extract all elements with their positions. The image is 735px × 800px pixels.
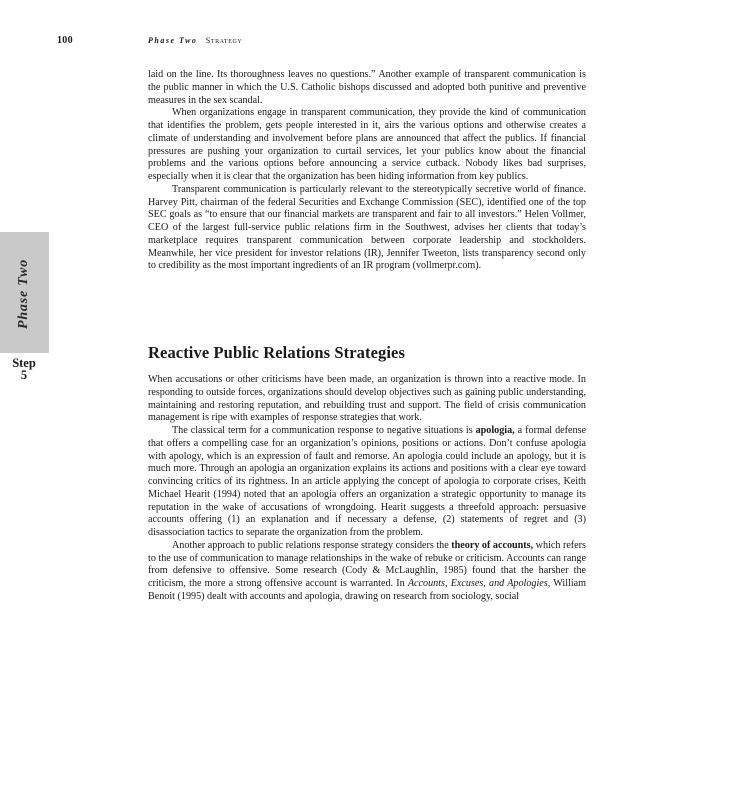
text-run: William Benoit (1995) dealt with accounts and apologia, drawing on research from sociology, social [148,578,586,602]
body-section-transparent-communication [148,69,586,273]
step-number: 5 [20,368,28,382]
running-head-phase: Phase Two [148,36,198,45]
text-run: The classical term for a communication response to negative situations is [172,425,476,436]
paragraph: Transparent communication is particularly relevant to the stereotypically secretive world of finance. Harvey Pitt, chairman of the federal Securities and Exchange Commission (SEC), identified one of the top SEC goals as “to ensure that our financial markets are transparent and fair to all investors.” Helen Vollmer, CEO of the largest full-service public relations firm in the Southwest, advises her clients that today’s marketplace requires transparent communication between corporate leadership and stockholders. Meanwhile, her vice president for investor relations (IR), Jennifer Tweeton, lists transparency second only to credibility as the most important ingredients of an IR program (vollmerpr.com). [148,183,586,272]
paragraph: When organizations engage in transparent communication, they provide the kind of communication that identifies the problem, gets people interested in it, airs the various options and otherwise creates a climate of understanding and involvement before plans are announced that affect the publics. If financial pressures are pushing your organization to curtail services, let your publics know about the financial problems and the various options before announcing a service cutback. Nobody likes bad surprises, especially when it is clear that the organization has been hiding information from key publics. [148,107,586,182]
book-title: Accounts, Excuses, and Apologies, [407,578,551,589]
running-head [148,36,242,45]
page-number: 100 [57,35,73,46]
key-term-apologia: apologia, [475,425,515,436]
text-run: Another approach to public relations response strategy considers the [172,539,452,551]
section-heading: Reactive Public Relations Strategies [148,343,406,362]
paragraph [148,540,586,604]
paragraph: laid on the line. Its thoroughness leaves no questions.” Another example of transparent communication is the public manner in which the U.S. Catholic bishops discussed and adopted both punitive and preventive measures in the sex scandal. [148,69,586,106]
paragraph [148,425,586,540]
step-word: Step [12,356,36,370]
paragraph: When accusations or other criticisms have been made, an organization is thrown into a reactive mode. In responding to outside forces, organizations should develop objectives such as gaining public understanding, maintaining and restoring reputation, and rebuilding trust and support. The field of crisis communication management is ripe with examples of response strategies that work. [148,374,586,424]
key-term-theory-of-accounts: theory of accounts, [451,539,534,551]
phase-side-tab-label: Phase Two [16,258,31,330]
body-section-reactive-strategies [148,374,586,604]
running-head-section: Strategy [205,36,243,45]
text-run: which refers to the use of communication to manage relationships in the wake of rebuke or criticism. Accounts can range from defensive to offensive. Some research (Cody & McLaughlin, 1985) found that the harsher the criticism, the more a strong offensive account is warranted. In [148,539,586,589]
text-run: a formal defense that offers a compelling case for an organization’s opinions, positions or actions. Don’t confuse apologia with apology, which is an expression of fault and remorse. An apologia could include an apology, but it is much more. Through an apologia an organization explains its actions and positions with a clear eye toward convincing critics of its rightness. In an article applying the concept of apologia to corporate crises, Keith Michael Hearit (1994) noted that an apologia offers an organization a strategic opportunity to manage its reputation in the wake of accusations of wrongdoing. Hearit suggests a threefold approach: persuasive accounts offering (1) an explanation and if necessary a defense, (2) statements of regret and (3) disassociation tactics to separate the organization from the problem. [148,425,586,538]
phase-side-tab [0,232,49,353]
step-label [4,357,44,381]
